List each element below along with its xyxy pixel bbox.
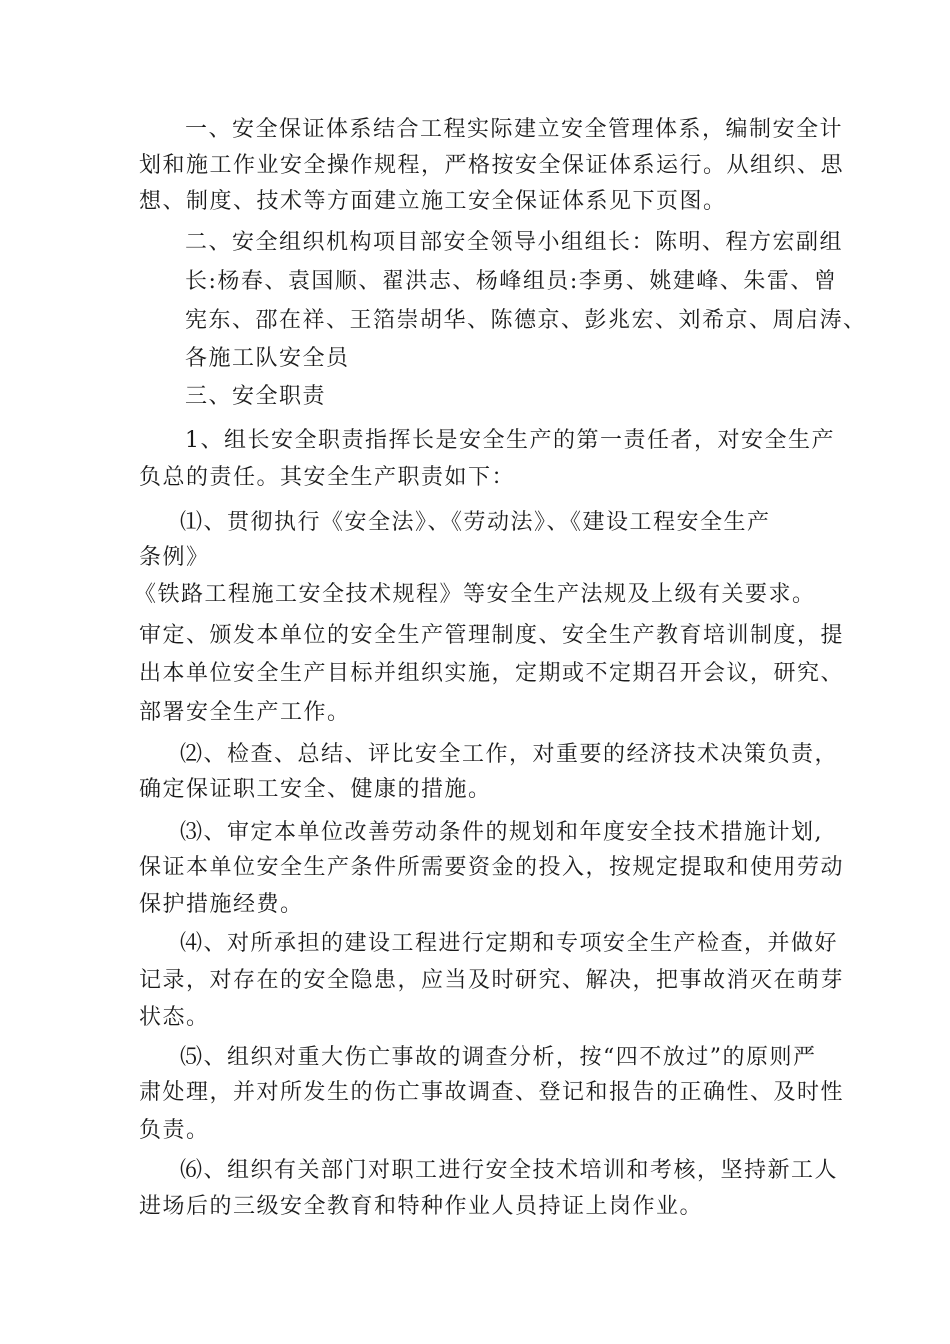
paragraph-7-line-3: 保护措施经费。 [139,892,304,917]
paragraph-6-line-1: ⑵、检查、总结、评比安全工作，对重要的经济技术决策负责， [180,742,839,767]
paragraph-4-line-2: 负总的责任。其安全生产职责如下： [139,465,516,490]
paragraph-2-line-2: 长:杨春、袁国顺、翟洪志、杨峰组员:李勇、姚建峰、朱雷、曾 [185,269,838,294]
paragraph-7-line-1: ⑶、审定本单位改善劳动条件的规划和年度安全技术措施计划, [180,820,823,845]
paragraph-1-line-3: 想、制度、技术等方面建立施工安全保证体系见下页图。 [139,189,727,214]
paragraph-5-line-4: 审定、颁发本单位的安全生产管理制度、安全生产教育培训制度，提 [139,623,845,648]
paragraph-9-line-1: ⑸、组织对重大伤亡事故的调查分析，按“四不放过”的原则严 [180,1045,817,1070]
paragraph-2-line-1: 二、安全组织机构项目部安全领导小组组长：陈明、程方宏副组 [185,230,844,255]
paragraph-5-line-2: 条例》 [139,545,210,570]
paragraph-1-line-2: 划和施工作业安全操作规程，严格按安全保证体系运行。从组织、思 [139,153,845,178]
paragraph-6-line-2: 确定保证职工安全、健康的措施。 [139,777,492,802]
paragraph-9-line-2: 肃处理，并对所发生的伤亡事故调查、登记和报告的正确性、及时性 [139,1080,845,1105]
paragraph-2-line-4: 各施工队安全员 [185,346,350,371]
paragraph-5-line-3: 《铁路工程施工安全技术规程》等安全生产法规及上级有关要求。 [134,582,816,607]
paragraph-4-line-1: 1、组长安全职责指挥长是安全生产的第一责任者，对安全生产 [185,428,835,453]
paragraph-10-line-1: ⑹、组织有关部门对职工进行安全技术培训和考核，坚持新工人 [180,1158,839,1183]
paragraph-8-line-1: ⑷、对所承担的建设工程进行定期和专项安全生产检查，并做好 [180,931,839,956]
paragraph-9-line-3: 负责。 [139,1118,210,1143]
paragraph-7-line-2: 保证本单位安全生产条件所需要资金的投入，按规定提取和使用劳动 [139,855,845,880]
section-heading: 三、安全职责 [185,384,327,409]
paragraph-8-line-2: 记录，对存在的安全隐患，应当及时研究、解决，把事故消灭在萌芽 [139,968,845,993]
paragraph-5-line-1: ⑴、贯彻执行《安全法》、《劳动法》、《建设工程安全生产 [180,510,771,535]
paragraph-1-line-1: 一、安全保证体系结合工程实际建立安全管理体系，编制安全计 [185,117,844,142]
paragraph-10-line-2: 进场后的三级安全教育和特种作业人员持证上岗作业。 [139,1194,704,1219]
paragraph-8-line-3: 状态。 [139,1005,210,1030]
paragraph-5-line-6: 部署安全生产工作。 [139,700,351,725]
paragraph-2-line-3: 宪东、邵在祥、王箔崇胡华、陈德京、彭兆宏、刘希京、周启涛、 [185,308,867,333]
paragraph-5-line-5: 出本单位安全生产目标并组织实施，定期或不定期召开会议，研究、 [139,661,845,686]
